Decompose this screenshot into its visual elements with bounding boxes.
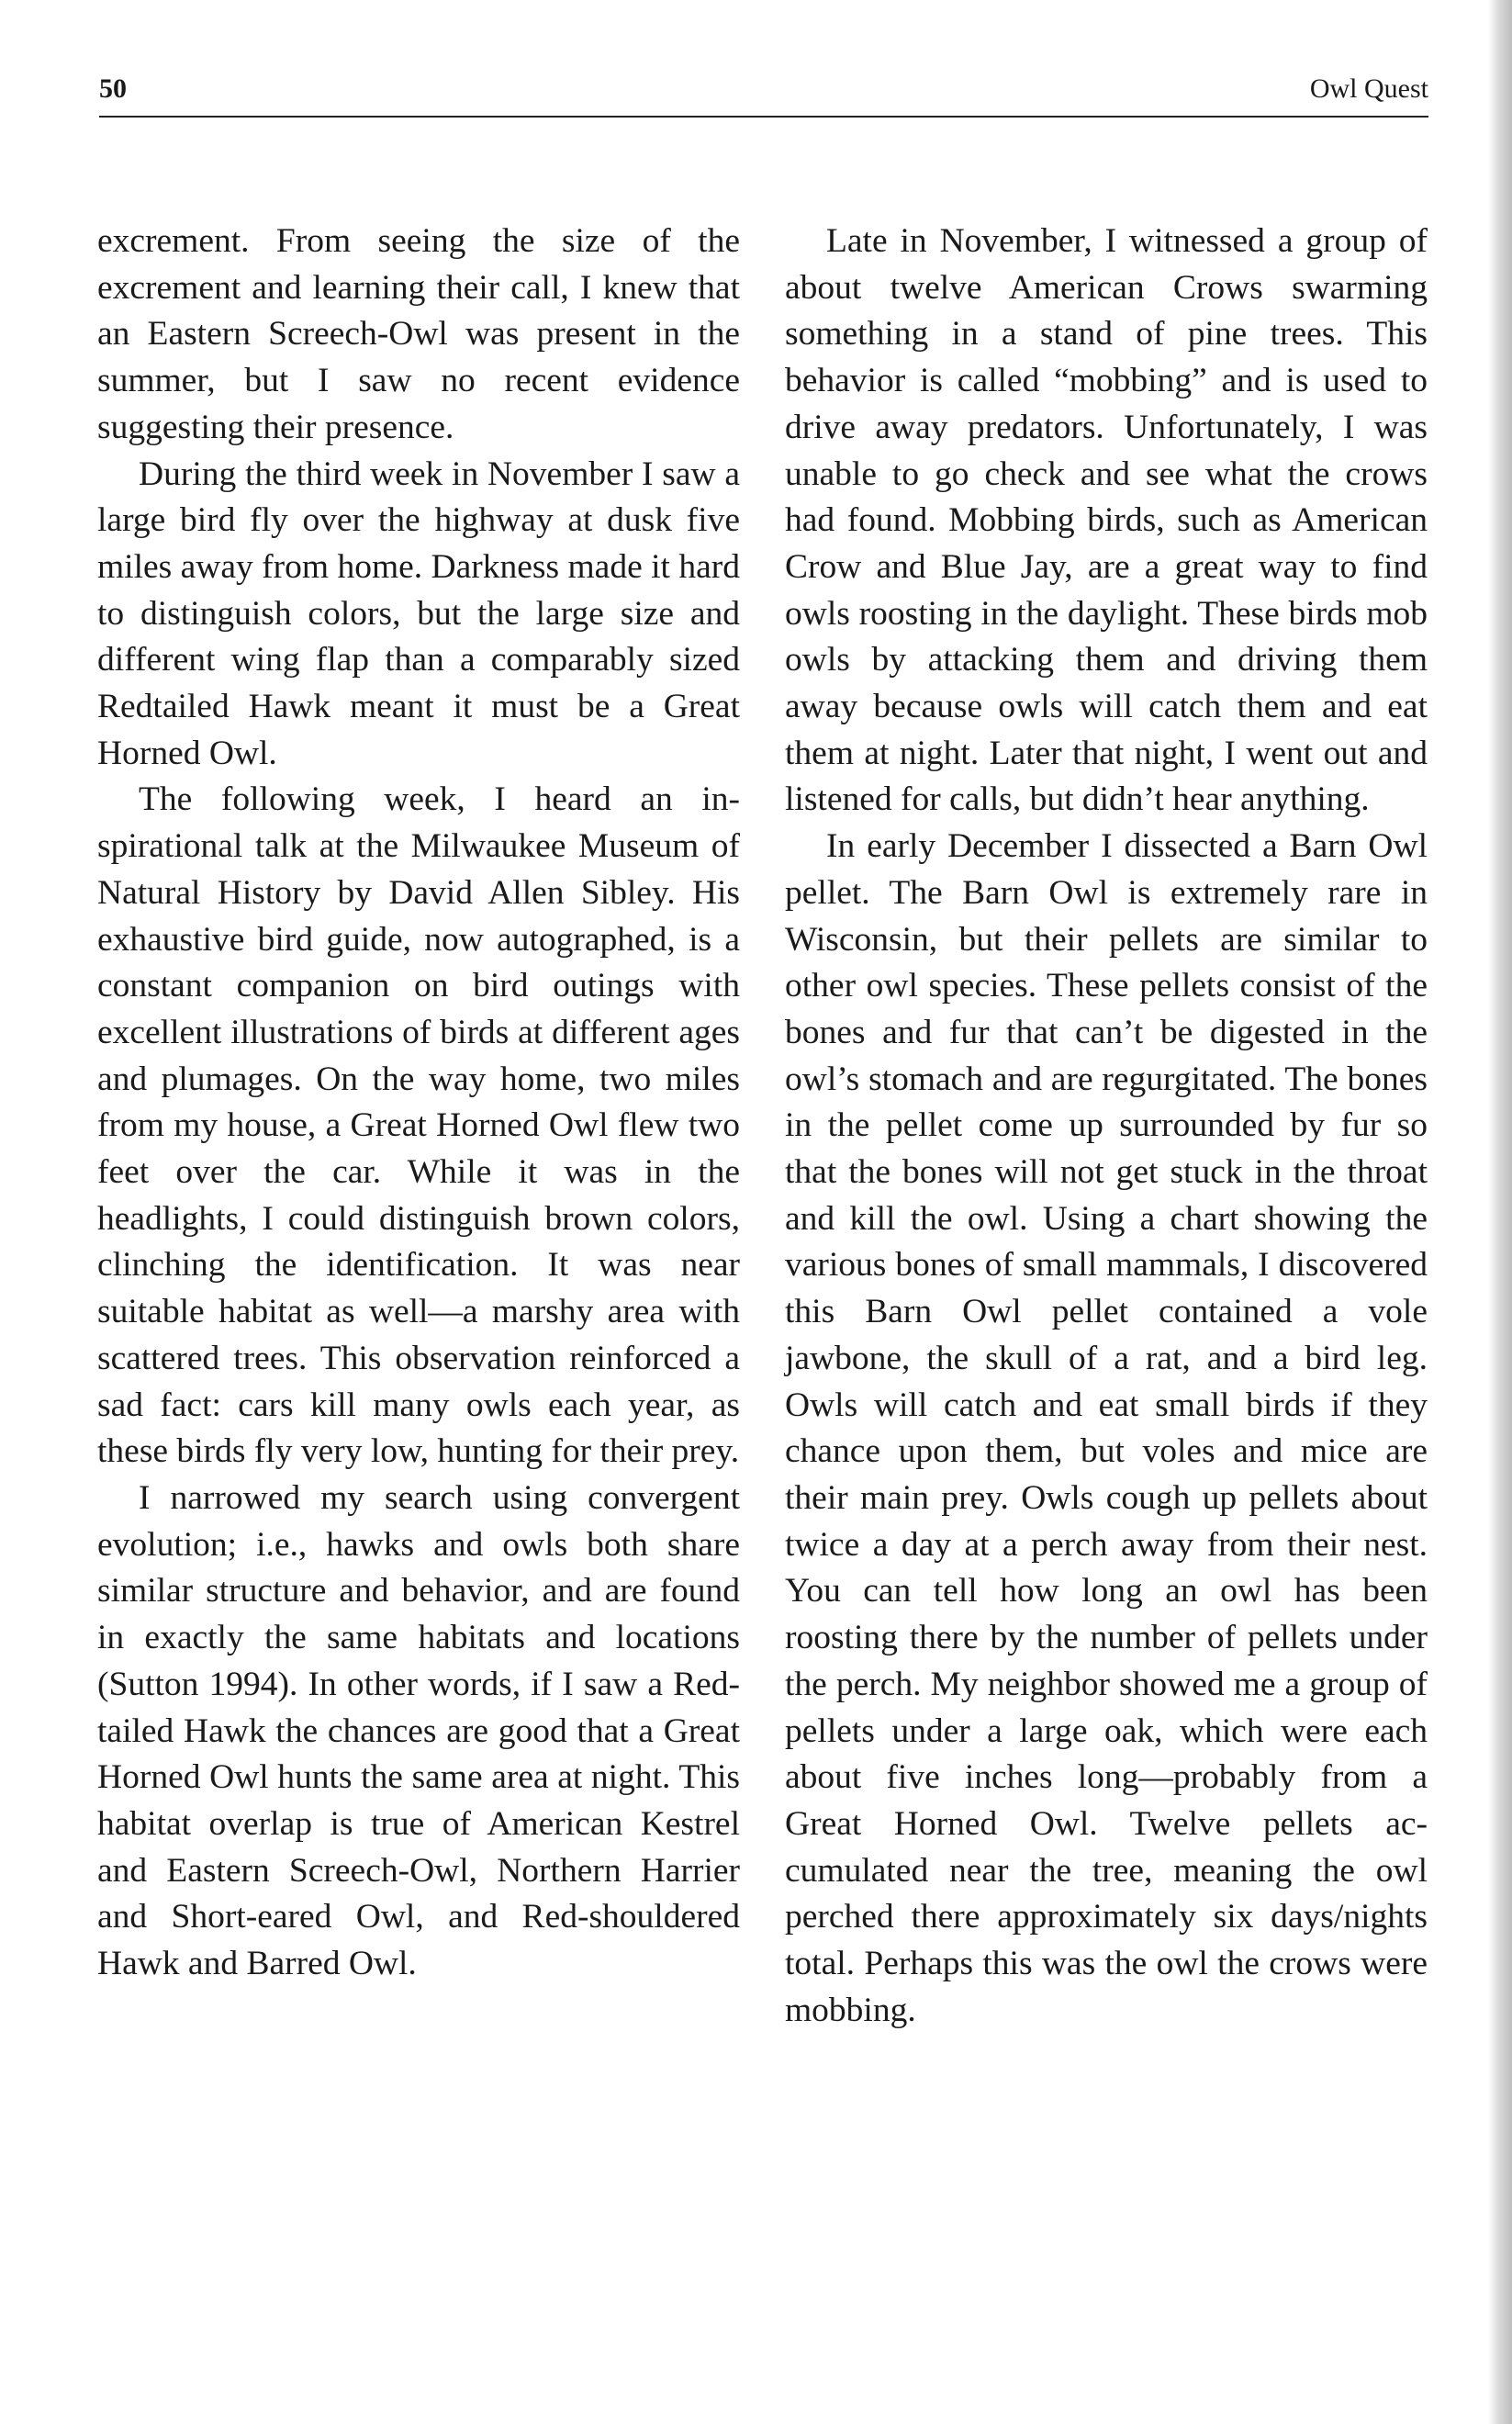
paragraph: The following week, I heard an inspirational talk at the Milwaukee Museum of Natural History by David Allen Sibley. His exhaustive bird guide, now autographed, is a constant companion on bird outings with excellent illustrations of birds at different ages and plumages. On the way home, two miles from my house, a Great Horned Owl flew two feet over the car. While it was in the headlights, I could distinguish brown colors, clinching the identification. It was near suitable habitat as well—a marshy area with scattered trees. This observation reinforced a sad fact: cars kill many owls each year, as these birds fly very low, hunting for their prey.: [97, 780, 740, 1471]
right-column: [785, 219, 1428, 2034]
paragraph: excrement. From seeing the size of the excrement and learning their call, I knew that an Eastern Screech-Owl was present in the summer, but I saw no recent evidence suggesting their presence.: [97, 222, 740, 446]
page-number: 50: [99, 73, 127, 104]
running-head: Owl Quest: [1309, 73, 1428, 104]
paragraph: I narrowed my search using convergent evolution; i.e., hawks and owls both share similar structure and behavior, and are found in exactly the same habitats and locations (Sutton 1994). In other words, if I saw a Red-tailed Hawk the chances are good that a Great Horned Owl hunts the same area at night. This habitat overlap is true of American Kestrel and Eastern Screech-Owl, Northern Harrier and Short-eared Owl, and Red-shouldered Hawk and Barred Owl.: [97, 1478, 740, 1983]
left-column: [97, 219, 740, 1988]
paragraph: During the third week in November I saw a large bird fly over the highway at dusk five miles away from home. Darkness made it hard to distinguish colors, but the large size and different wing flap than a comparably sized Redtailed Hawk meant it must be a Great Horned Owl.: [97, 454, 740, 772]
paragraph: Late in November, I witnessed a group of about twelve American Crows swarming something in a stand of pine trees. This behavior is called “mobbing” and is used to drive away predators. Unfortunately, I was unable to go check and see what the crows had found. Mobbing birds, such as American Crow and Blue Jay, are a great way to find owls roosting in the daylight. These birds mob owls by attacking them and driving them away because owls will catch them and eat them at night. Later that night, I went out and listened for calls, but didn’t hear anything.: [785, 222, 1428, 819]
page-header: [99, 72, 1428, 118]
paragraph: In early December I dissected a Barn Owl pellet. The Barn Owl is extremely rare in Wisconsin, but their pellets are similar to other owl species. These pellets consist of the bones and fur that can’t be digested in the owl’s stomach and are regurgitated. The bones in the pellet come up surrounded by fur so that the bones will not get stuck in the throat and kill the owl. Using a chart showing the various bones of small mammals, I discovered this Barn Owl pellet contained a vole jawbone, the skull of a rat, and a bird leg. Owls will catch and eat small birds if they chance upon them, but voles and mice are their main prey. Owls cough up pellets about twice a day at a perch away from their nest. You can tell how long an owl has been roosting there by the number of pellets under the perch. My neighbor showed me a group of pellets under a large oak, which were each about five inches long—probably from a Great Horned Owl. Twelve pellets accumulated near the tree, meaning the owl perched there approximately six days/nights total. Perhaps this was the owl the crows were mobbing.: [785, 827, 1428, 2029]
page-edge-shadow: [1488, 0, 1512, 2424]
